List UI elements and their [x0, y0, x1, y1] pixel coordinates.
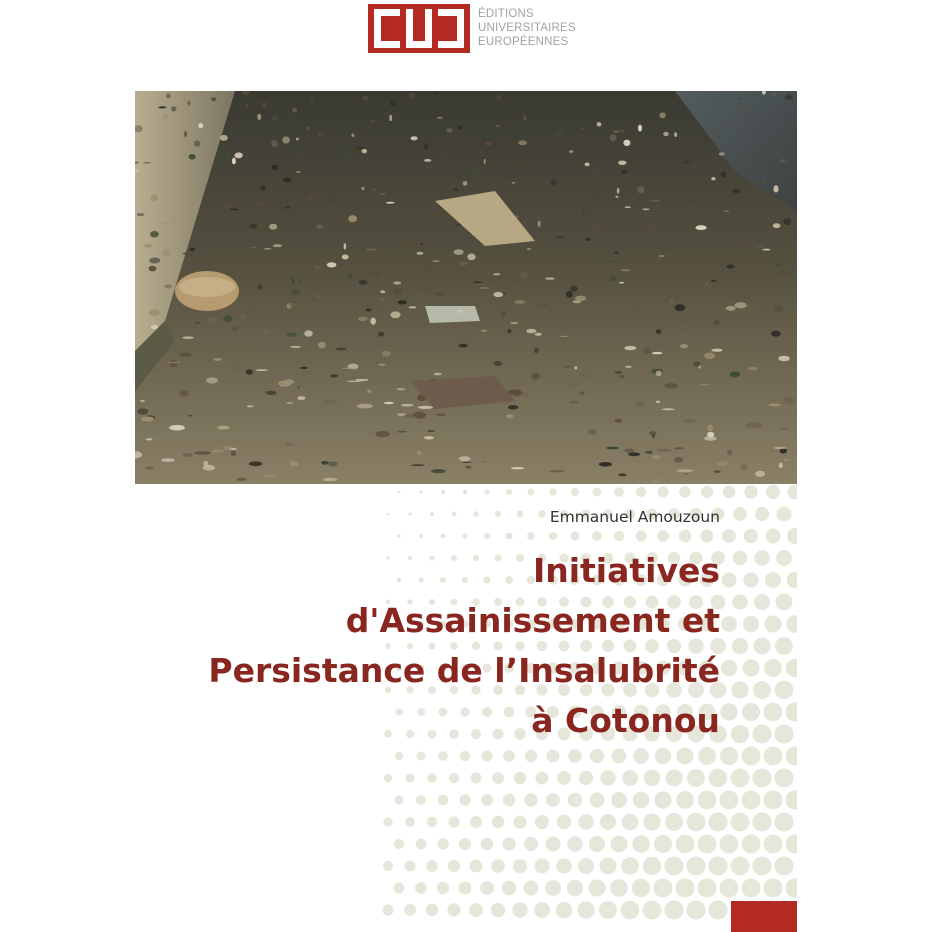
title-line-2: d'Assainissement et [345, 601, 720, 640]
author-name: Emmanuel Amouzoun [549, 508, 720, 526]
eue-logo-mark [368, 4, 470, 53]
title-line-4: à Cotonou [531, 701, 720, 740]
book-title [160, 546, 720, 746]
publisher-name [478, 7, 576, 49]
brand-corner-bar [731, 901, 797, 932]
cover-photo [135, 91, 797, 484]
title-line-3: Persistance de l’Insalubrité [208, 651, 720, 690]
littered-ground-photo-art [135, 91, 797, 484]
publisher-line-2: UNIVERSITAIRES [478, 22, 576, 34]
title-line-1: Initiatives [532, 551, 720, 590]
publisher-logo [368, 4, 598, 53]
publisher-line-1: ÉDITIONS [478, 8, 534, 20]
publisher-line-3: EUROPÉENNES [478, 36, 569, 48]
